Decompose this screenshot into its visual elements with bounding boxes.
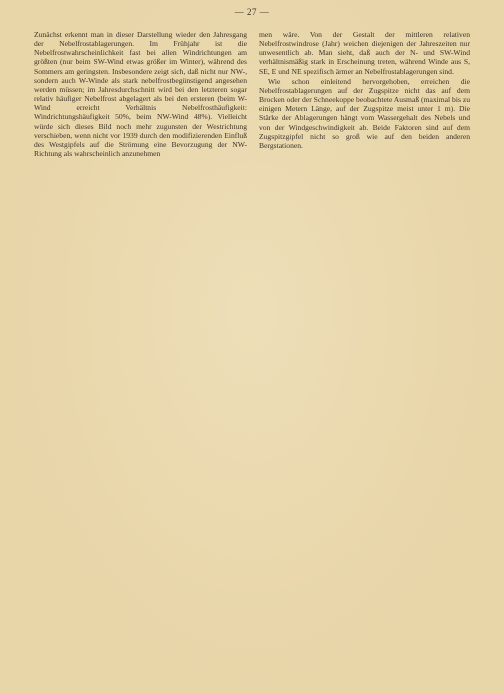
right-column <box>259 30 470 150</box>
left-column <box>34 30 247 158</box>
paragraph: men wäre. Von der Gestalt der mittleren relativen Nebelfrostwindrose (Jahr) weichen diejenigen der Jahreszeiten nur unwesentlich ab. Man sieht, daß auch der N- und SW-Wind verhältnismäßig stark in Erscheinung treten, während Winde aus S, SE, E und NE spezifisch ärmer an Nebelfrostablagerungen sind. <box>259 30 470 76</box>
paragraph: Zunächst erkennt man in dieser Darstellung wieder den Jahresgang der Nebelfrostablagerungen. Im Frühjahr ist die Nebelfrostwahrscheinlichkeit fast bei allen Windrichtungen am größten (nur beim SW-Wind etwas größer im Winter), während des Sommers am geringsten. Insbesondere zeigt sich, daß nicht nur NW-, sondern auch W-Winde als stark nebelfrostbegünstigend angesehen werden müssen; im Jahresdurchschnitt wird bei den letzteren sogar relativ häufiger Nebelfrost abgelagert als bei den ersteren (beim W-Wind erreicht Verhältnis Nebelfrosthäufigkeit: Windrichtungshäufigkeit 50%, beim NW-Wind 48%). Vielleicht würde sich dieses Bild noch mehr zugunsten der Westrichtung verschieben, wenn nicht vor 1939 durch den modifizierenden Einfluß des Westgipfels auf die Strömung eine Bevorzugung der NW-Richtung als wahrscheinlich anzunehmen <box>34 30 247 159</box>
page-number: — 27 — <box>234 7 270 17</box>
paragraph: Wie schon einleitend hervorgehoben, erreichen die Nebelfrostablagerungen auf der Zugspitze nicht das auf dem Brocken oder der Schneekoppe beobachtete Ausmaß (maximal bis zu einigen Metern Länge, auf der Zugspitze meist unter 1 m). Die Stärke der Ablagerungen hängt vom Wassergehalt des Nebels und von der Windgeschwindigkeit ab. Beide Faktoren sind auf dem Zugspitzgipfel nicht so groß wie auf den beiden anderen Bergstationen. <box>259 76 470 150</box>
